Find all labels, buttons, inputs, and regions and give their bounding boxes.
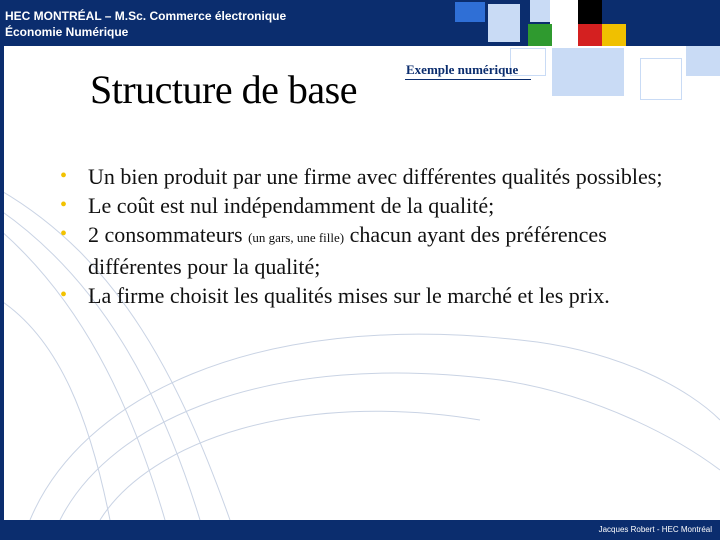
org-line: HEC MONTRÉAL – M.Sc. Commerce électronique xyxy=(5,9,287,23)
mosaic-square xyxy=(528,24,552,46)
bullet-item xyxy=(60,281,700,310)
mosaic-square xyxy=(578,0,602,24)
bullet-text-before: 2 consommateurs xyxy=(88,222,249,247)
mosaic-square xyxy=(488,4,520,42)
mosaic-square xyxy=(552,48,624,96)
bullet-item xyxy=(60,162,700,191)
bullet-dot-icon: • xyxy=(60,223,68,245)
mosaic-square xyxy=(578,24,602,46)
mosaic-square xyxy=(602,0,720,24)
left-border xyxy=(0,46,4,540)
footer-credit: Jacques Robert - HEC Montréal xyxy=(598,525,712,534)
bullet-text: La firme choisit les qualités mises sur le marché et les prix. xyxy=(88,283,610,308)
header-banner xyxy=(0,0,440,46)
mosaic-square xyxy=(640,58,682,100)
slide-title: Structure de base xyxy=(90,67,357,112)
bullet-dot-icon: • xyxy=(60,165,68,187)
bullet-text-after: chacun ayant des préférences différentes pour la qualité; xyxy=(88,222,607,279)
bullet-dot-icon: • xyxy=(60,284,68,306)
program-line: Économie Numérique xyxy=(5,25,129,39)
bullet-text: Un bien produit par une firme avec différentes qualités possibles; xyxy=(88,164,663,189)
mosaic-square xyxy=(626,24,720,46)
bullet-text-aside: (un gars, une fille) xyxy=(248,230,345,245)
bullet-dot-icon: • xyxy=(60,194,68,216)
bullet-item xyxy=(60,220,700,281)
mosaic-square xyxy=(552,24,578,46)
slide-subtitle: Exemple numérique xyxy=(406,62,519,77)
mosaic-square xyxy=(686,46,720,76)
subtitle-underline xyxy=(405,79,531,80)
mosaic-square xyxy=(602,24,626,46)
mosaic-square xyxy=(550,0,578,24)
bullet-item xyxy=(60,191,700,220)
bullet-text: Le coût est nul indépendamment de la qualité; xyxy=(88,193,495,218)
bullet-list xyxy=(60,162,700,310)
mosaic-square xyxy=(455,2,485,22)
